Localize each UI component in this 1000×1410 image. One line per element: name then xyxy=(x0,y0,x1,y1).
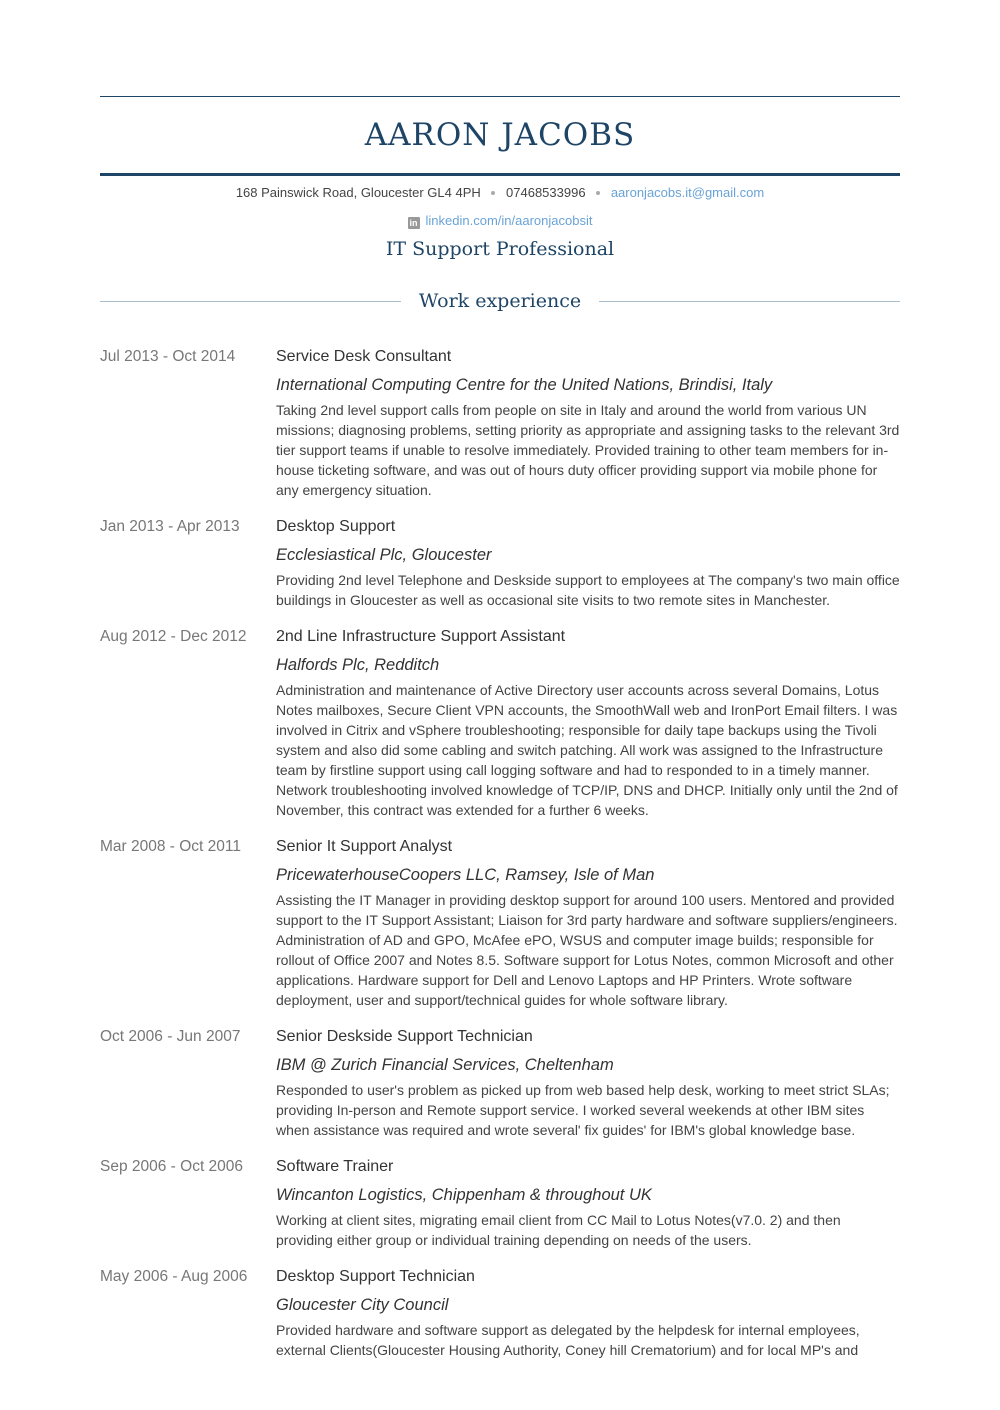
job-description: Taking 2nd level support calls from people on site in Italy and around the world from various UN missions; diagnosing problems, setting priority as appropriate and assigning tasks to the relevant 3rd tier support teams if unable to resolve immediately. Provided training to other team members for in-house ticketing software, and was out of hours duty officer providing support via mobile phone for any emergency situation. xyxy=(276,402,900,498)
address: 168 Painswick Road, Gloucester GL4 4PH xyxy=(235,185,481,200)
job-entry xyxy=(100,836,900,1010)
job-company: International Computing Centre for the United Nations, Brindisi, Italy xyxy=(276,376,773,394)
job-entry xyxy=(100,346,900,500)
job-body xyxy=(276,836,900,1010)
job-dates: May 2006 - Aug 2006 xyxy=(100,1268,248,1285)
separator-dot xyxy=(596,191,600,195)
job-dates: Oct 2006 - Jun 2007 xyxy=(100,1028,241,1045)
job-title: Software Trainer xyxy=(276,1158,394,1175)
job-company: Halfords Plc, Redditch xyxy=(276,656,440,674)
job-dates: Jul 2013 - Oct 2014 xyxy=(100,348,236,365)
job-body xyxy=(276,626,900,820)
job-dates: Mar 2008 - Oct 2011 xyxy=(100,838,242,855)
separator-dot xyxy=(491,191,495,195)
job-company: Ecclesiastical Plc, Gloucester xyxy=(276,546,492,564)
job-company: IBM @ Zurich Financial Services, Cheltenham xyxy=(276,1056,614,1074)
job-company: Wincanton Logistics, Chippenham & throughout UK xyxy=(276,1186,652,1204)
job-dates: Jan 2013 - Apr 2013 xyxy=(100,518,240,535)
name-underline xyxy=(100,173,900,176)
section-rule-right xyxy=(599,301,900,302)
job-entry xyxy=(100,1266,900,1360)
linkedin-link[interactable]: linkedin.com/in/aaronjacobsit xyxy=(425,213,593,228)
email-link[interactable]: aaronjacobs.it@gmail.com xyxy=(610,185,765,200)
job-description: Providing 2nd level Telephone and Deskside support to employees at The company's two main office buildings in Gloucester as well as occasional site visits to two remote sites in Manchester. xyxy=(276,572,900,608)
job-title: Senior It Support Analyst xyxy=(276,838,453,855)
job-description: Assisting the IT Manager in providing desktop support for around 100 users. Mentored and provided support to the IT Support Assistant; Liaison for 3rd party hardware and software suppliers/engineers. Administration of AD and GPO, McAfee ePO, WSUS and computer image builds; responsible for rollout of Office 2007 and Notes 8.5. Software support for Lotus Notes, common Microsoft and other applications. Hardware support for Dell and Lenovo Laptops and HP Printers. Wrote software deployment, user and support/technical guides for whole software library. xyxy=(276,892,898,1008)
professional-headline: IT Support Professional xyxy=(385,238,615,260)
top-rule xyxy=(100,96,900,97)
job-title: Service Desk Consultant xyxy=(276,348,452,365)
job-company: PricewaterhouseCoopers LLC, Ramsey, Isle of Man xyxy=(276,866,655,884)
resume-page xyxy=(100,0,900,1360)
job-description: Working at client sites, migrating email client from CC Mail to Lotus Notes(v7.0. 2) and then providing either group or individual training depending on needs of the users. xyxy=(276,1212,841,1248)
work-experience-header xyxy=(100,288,900,314)
job-entry xyxy=(100,516,900,610)
section-title: Work experience xyxy=(418,290,582,312)
job-title: Desktop Support xyxy=(276,518,396,535)
job-body xyxy=(276,1266,900,1360)
job-body xyxy=(276,516,900,610)
job-entry xyxy=(100,1026,900,1140)
job-dates: Sep 2006 - Oct 2006 xyxy=(100,1158,244,1175)
job-description: Provided hardware and software support as delegated by the helpdesk for internal employees, external Clients(Gloucester Housing Authority, Coney hill Crematorium) and for local MP's and xyxy=(276,1322,860,1358)
job-title: Desktop Support Technician xyxy=(276,1268,475,1285)
linkedin-icon: in xyxy=(409,218,418,228)
job-body xyxy=(276,1156,900,1250)
candidate-name: AARON JACOBS xyxy=(364,117,636,153)
job-body xyxy=(276,1026,900,1140)
job-dates: Aug 2012 - Dec 2012 xyxy=(100,628,247,645)
job-entry xyxy=(100,1156,900,1250)
job-title: Senior Deskside Support Technician xyxy=(276,1028,533,1045)
job-entry xyxy=(100,626,900,820)
contact-line xyxy=(100,184,900,202)
job-description: Responded to user's problem as picked up from web based help desk, working to meet strict SLAs; providing In-person and Remote support service. I worked several weekends at other IBM sites when assistance was required and wrote several' fix guides' for IBM's global knowledge base. xyxy=(276,1082,890,1138)
job-company: Gloucester City Council xyxy=(276,1296,449,1314)
job-description: Administration and maintenance of Active Directory user accounts across several Domains, Lotus Notes mailboxes, Secure Client VPN accounts, the SmoothWall web and IronPort Email filters. I was involved in Citrix and vSphere troubleshooting; responsible for daily tape backups using the Tivoli system and also did some cabling and switch patching. All work was assigned to the Infrastructure team by firstline support using call logging software and had to responded to in a timely manner. Network troubleshooting involved knowledge of TCP/IP, DNS and DHCP. Initially only until the 2nd of November, this contract was extended for a further 6 weeks. xyxy=(276,682,898,818)
job-body xyxy=(276,346,900,500)
job-title: 2nd Line Infrastructure Support Assistant xyxy=(276,628,566,645)
section-rule-left xyxy=(100,301,401,302)
phone: 07468533996 xyxy=(506,185,586,200)
job-list xyxy=(100,346,900,1360)
linkedin-row xyxy=(100,212,900,230)
